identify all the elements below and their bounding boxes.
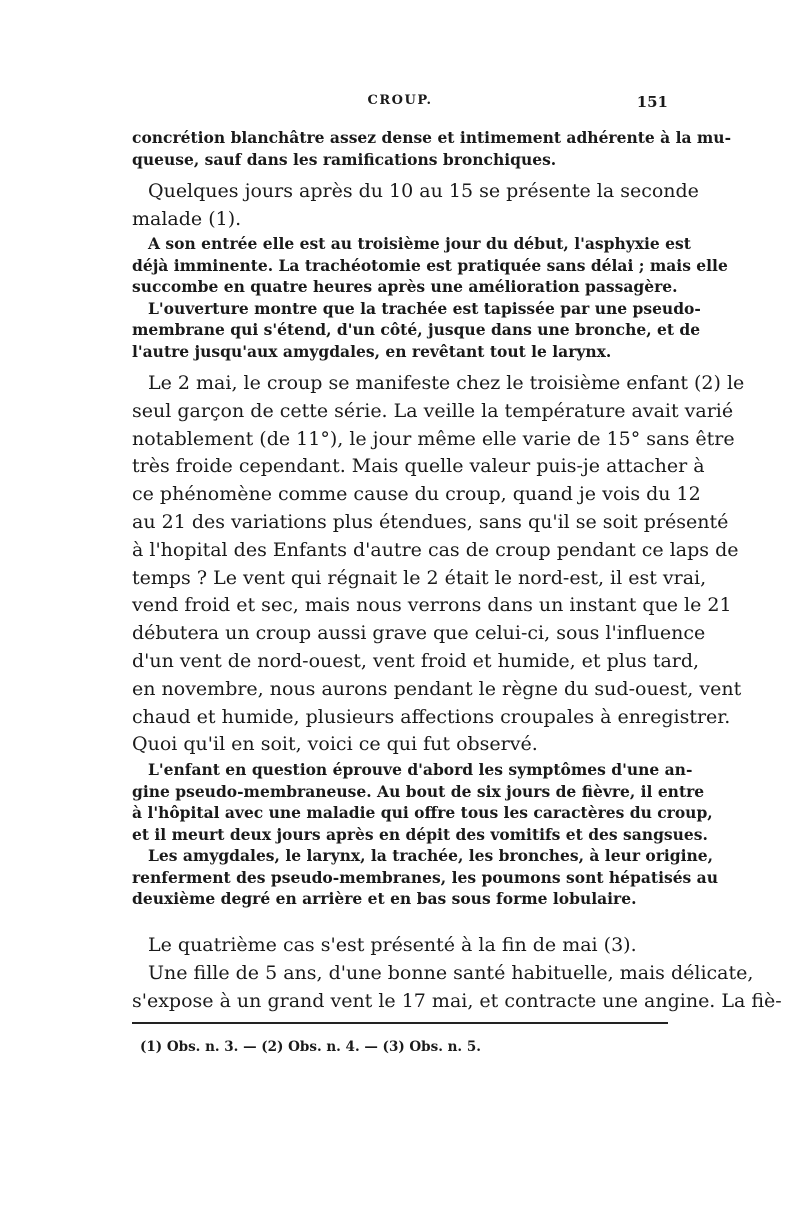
text-line: A son entrée elle est au troisième jour du début, l'asphyxie est	[148, 234, 691, 253]
text-line: déjà imminente. La trachéotomie est pratiquée sans délai ; mais elle	[132, 255, 728, 275]
text-line: concrétion blanchâtre assez dense et intimement adhérente à la mu-	[132, 128, 732, 147]
text-line: à l'hôpital avec une maladie qui offre tous les caractères du croup,	[132, 803, 713, 822]
running-title: CROUP.	[367, 93, 433, 108]
text-line: Une fille de 5 ans, d'une bonne santé habituelle, mais délicate,	[148, 961, 754, 984]
text-line: membrane qui s'étend, d'un côté, jusque dans une bronche, et de	[132, 320, 701, 339]
text-line: deuxième degré en arrière et en bas sous forme lobulaire.	[132, 889, 637, 908]
text-line: d'un vent de nord-ouest, vent froid et humide, et plus tard,	[132, 649, 700, 672]
text-line: queuse, sauf dans les ramifications bronchiques.	[132, 149, 557, 169]
paragraph-fourth-case	[132, 932, 782, 1015]
text-line: Quoi qu'il en soit, voici ce qui fut observé.	[132, 733, 538, 756]
paragraph-second-patient	[132, 178, 699, 234]
paragraph-continuation	[132, 127, 732, 170]
text-line: s'expose à un grand vent le 17 mai, et contracte une angine. La fiè-	[132, 989, 782, 1012]
text-line: à l'hopital des Enfants d'autre cas de croup pendant ce laps de	[132, 538, 739, 561]
text-line: Le quatrième cas s'est présenté à la fin de mai (3).	[148, 934, 637, 956]
page-number: 151	[636, 93, 668, 111]
text-line: L'ouverture montre que la trachée est tapissée par une pseudo-	[148, 298, 701, 318]
paragraph-third-case	[132, 370, 745, 759]
text-line: renferment des pseudo-membranes, les poumons sont hépatisés au	[132, 867, 718, 887]
paragraph-observation-1	[132, 233, 728, 362]
text-line: au 21 des variations plus étendues, sans qu'il se soit présenté	[132, 510, 729, 533]
text-line: Le 2 mai, le croup se manifeste chez le troisième enfant (2) le	[148, 372, 745, 394]
text-line: succombe en quatre heures après une amélioration passagère.	[132, 277, 678, 296]
text-line: gine pseudo-membraneuse. Au bout de six jours de fièvre, il entre	[132, 781, 705, 801]
page-header	[132, 93, 668, 119]
text-line: et il meurt deux jours après en dépit des vomitifs et des sangsues.	[132, 824, 708, 844]
text-line: très froide cependant. Mais quelle valeur puis-je attacher à	[132, 455, 705, 478]
text-line: vend froid et sec, mais nous verrons dans un instant que le 21	[132, 594, 732, 617]
text-line: chaud et humide, plusieurs affections croupales à enregistrer.	[132, 705, 731, 728]
footnote-rule	[132, 1022, 668, 1024]
text-line: notablement (de 11°), le jour même elle varie de 15° sans être	[132, 427, 735, 450]
text-line: L'enfant en question éprouve d'abord les symptômes d'une an-	[148, 760, 693, 779]
text-line: Les amygdales, le larynx, la trachée, les bronches, à leur origine,	[148, 846, 714, 865]
paragraph-observation-2	[132, 759, 718, 910]
text-line: débutera un croup aussi grave que celui-ci, sous l'influence	[132, 622, 706, 645]
text-line: l'autre jusqu'aux amygdales, en revêtant tout le larynx.	[132, 341, 612, 361]
text-line: en novembre, nous aurons pendant le règne du sud-ouest, vent	[132, 677, 742, 700]
text-line: ce phénomène comme cause du croup, quand je vois du 12	[132, 483, 701, 506]
text-line: seul garçon de cette série. La veille la température avait varié	[132, 399, 734, 422]
text-line: Quelques jours après du 10 au 15 se présente la seconde	[148, 180, 699, 202]
footnotes: (1) Obs. n. 3. — (2) Obs. n. 4. — (3) Obs. n. 5.	[140, 1039, 481, 1055]
text-line: temps ? Le vent qui régnait le 2 était le nord-est, il est vrai,	[132, 566, 707, 589]
text-line: malade (1).	[132, 207, 242, 230]
